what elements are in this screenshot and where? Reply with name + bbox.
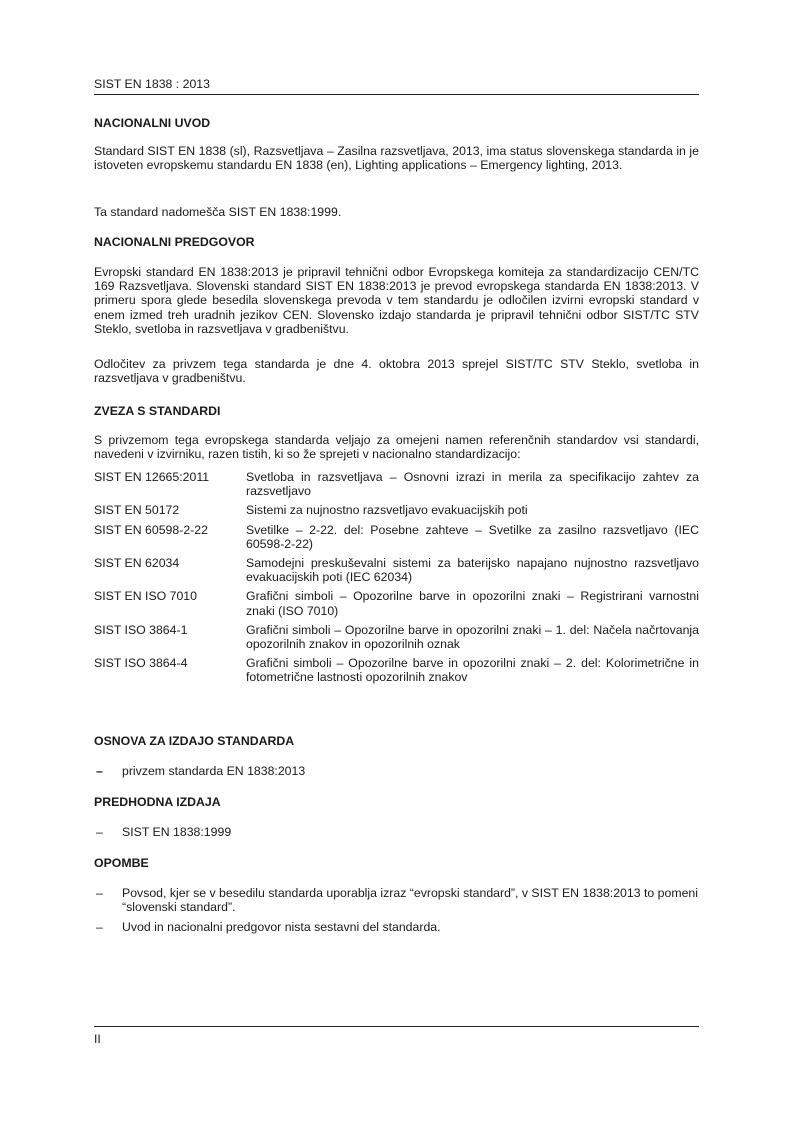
list-item-text: Povsod, kjer se v besedilu standarda uporablja izraz “evropski standard”, v SIST EN 1838:2013 to pomeni “slovenski standard”. bbox=[122, 886, 698, 915]
paragraph bbox=[94, 144, 699, 172]
list-item bbox=[94, 825, 699, 839]
section-predhodna bbox=[94, 795, 699, 809]
paragraph-text: S privzemom tega evropskega standarda veljajo za omejeni namen referenčnih standardov vsi standardi, navedeni v izvirniku, razen tistih, ki so že sprejeti v nacionalno standardizacijo: bbox=[94, 433, 699, 462]
list-item-text: privzem standarda EN 1838:2013 bbox=[122, 764, 306, 778]
dash-list bbox=[94, 825, 699, 845]
reference-row bbox=[94, 556, 699, 584]
section-heading: PREDHODNA IZDAJA bbox=[94, 795, 221, 809]
page-footer bbox=[94, 1026, 699, 1046]
reference-standards-table bbox=[94, 470, 699, 690]
reference-code: SIST EN 12665:2011 bbox=[94, 470, 210, 484]
dash-bullet: – bbox=[96, 764, 103, 778]
list-item bbox=[94, 764, 699, 778]
section-heading: OPOMBE bbox=[94, 856, 149, 870]
reference-row bbox=[94, 589, 699, 617]
section-nacionalni-uvod bbox=[94, 116, 699, 130]
list-item bbox=[94, 886, 699, 914]
reference-title: Sistemi za nujnostno razsvetljavo evakuacijskih poti bbox=[246, 503, 528, 518]
reference-title: Grafični simboli – Opozorilne barve in opozorilni znaki – 1. del: Načela načrtovanja opozorilnih znakov in opozorilnih oznak bbox=[246, 622, 699, 652]
reference-row bbox=[94, 623, 699, 651]
dash-bullet: – bbox=[96, 920, 103, 935]
list-item-text: Uvod in nacionalni predgovor nista sestavni del standarda. bbox=[122, 920, 441, 935]
paragraph-text: Evropski standard EN 1838:2013 je pripravil tehnični odbor Evropskega komiteja za standardizacijo CEN/TC 169 Razsvetljava. Slovenski standard SIST EN 1838:2013 je prevod evropskega standarda EN 1838:2013. V primeru spora glede besedila slovenskega prevoda v tem standardu je odločilen izvirni evropski standard v enem izmed treh uradnih jezikov CEN. Slovensko izdajo standarda je pripravil tehnični odbor SIST/TC STV Steklo, svetloba in razsvetljava v gradbeništvu. bbox=[94, 265, 699, 336]
dash-bullet: – bbox=[96, 886, 103, 900]
list-item-text: SIST EN 1838:1999 bbox=[122, 825, 232, 839]
dash-bullet: – bbox=[96, 825, 103, 839]
reference-row bbox=[94, 503, 699, 517]
dash-list bbox=[94, 886, 699, 941]
section-heading: OSNOVA ZA IZDAJO STANDARDA bbox=[94, 734, 295, 748]
paragraph bbox=[94, 357, 699, 385]
reference-code: SIST EN 50172 bbox=[94, 503, 180, 518]
reference-title: Svetilke – 2-22. del: Posebne zahteve – Svetilke za zasilno razsvetljavo (IEC 60598-2-22) bbox=[246, 522, 699, 551]
paragraph-text: Standard SIST EN 1838 (sl), Razsvetljava – Zasilna razsvetljava, 2013, ima status slovenskega standarda in je istoveten evropskemu standardu EN 1838 (en), Lighting applications – Emergency lighting, 2013. bbox=[94, 144, 699, 173]
reference-row bbox=[94, 470, 699, 498]
reference-title: Grafični simboli – Opozorilne barve in opozorilni znaki – Registrirani varnostni znaki (ISO 7010) bbox=[246, 589, 699, 618]
reference-title: Svetloba in razsvetljava – Osnovni izrazi in merila za specifikacijo zahtev za razsvetljavo bbox=[246, 470, 699, 499]
section-heading: ZVEZA S STANDARDI bbox=[94, 404, 221, 418]
header-doc-id: SIST EN 1838 : 2013 bbox=[94, 77, 210, 91]
list-item bbox=[94, 920, 699, 934]
reference-code: SIST EN 62034 bbox=[94, 556, 180, 571]
reference-row bbox=[94, 656, 699, 684]
section-osnova bbox=[94, 734, 699, 748]
section-heading: NACIONALNI PREDGOVOR bbox=[94, 235, 255, 249]
reference-code: SIST EN 60598-2-22 bbox=[94, 522, 208, 537]
reference-code: SIST EN ISO 7010 bbox=[94, 589, 197, 604]
dash-list bbox=[94, 764, 699, 784]
page-header bbox=[94, 77, 699, 95]
page-number: II bbox=[94, 1032, 101, 1046]
paragraph bbox=[94, 205, 699, 219]
paragraph bbox=[94, 433, 699, 461]
section-zveza-s-standardi bbox=[94, 404, 699, 418]
section-nacionalni-predgovor bbox=[94, 235, 699, 249]
reference-code: SIST ISO 3864-4 bbox=[94, 656, 188, 671]
section-heading: NACIONALNI UVOD bbox=[94, 116, 211, 130]
section-opombe bbox=[94, 856, 699, 870]
reference-title: Grafični simboli – Opozorilne barve in opozorilni znaki – 2. del: Kolorimetrične in fotometrične lastnosti opozorilnih znakov bbox=[246, 656, 699, 685]
reference-code: SIST ISO 3864-1 bbox=[94, 622, 188, 637]
reference-title: Samodejni preskuševalni sistemi za baterijsko napajano nujnostno razsvetljavo evakuacijskih poti (IEC 62034) bbox=[246, 556, 699, 585]
paragraph bbox=[94, 265, 699, 336]
paragraph-text: Odločitev za privzem tega standarda je dne 4. oktobra 2013 sprejel SIST/TC STV Steklo, svetloba in razsvetljava v gradbeništvu. bbox=[94, 357, 699, 386]
paragraph-text: Ta standard nadomešča SIST EN 1838:1999. bbox=[94, 205, 342, 219]
reference-row bbox=[94, 523, 699, 551]
